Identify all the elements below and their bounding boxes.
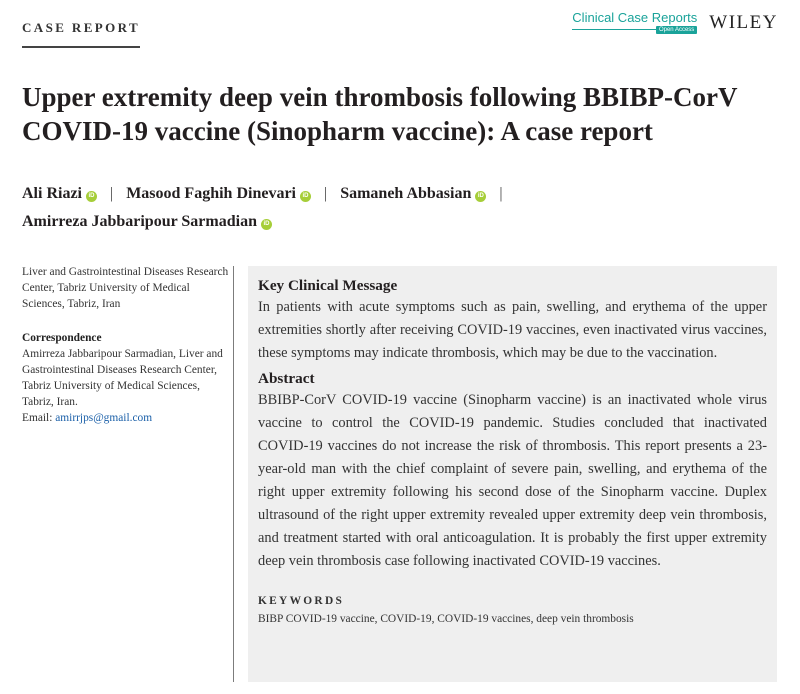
email-label: Email:: [22, 412, 53, 424]
author: [126, 185, 311, 202]
orcid-icon[interactable]: iD: [86, 191, 97, 202]
author: [22, 185, 97, 202]
correspondence-heading: Correspondence: [22, 332, 102, 344]
email-line: [22, 410, 230, 426]
correspondence-text: Amirreza Jabbaripour Sarmadian, Liver and Gastrointestinal Diseases Research Center, Tabriz University of Medical Sciences, Tabriz, Iran.: [22, 348, 223, 408]
author: [22, 213, 272, 230]
article-sidebar: [22, 264, 230, 426]
column-divider: [233, 266, 234, 682]
keywords-heading: KEYWORDS: [258, 595, 345, 607]
journal-underline: [572, 29, 659, 30]
journal-name: Clinical Case Reports: [572, 10, 698, 25]
key-message-text: In patients with acute symptoms such as pain, swelling, and erythema of the upper extremities shortly after receiving COVID-19 vaccines, even inactivated virus vaccines, these symptoms may indicate thrombosis, which may be due to the vaccination.: [258, 299, 767, 361]
email-link[interactable]: amirrjps@gmail.com: [55, 412, 153, 424]
abstract-box: [248, 266, 777, 682]
author-name[interactable]: Amirreza Jabbaripour Sarmadian: [22, 213, 257, 230]
journal-branding: [572, 8, 778, 34]
keywords-text: BIBP COVID-19 vaccine, COVID-19, COVID-19 vaccines, deep vein thrombosis: [258, 613, 634, 625]
key-message-heading: Key Clinical Message: [258, 277, 398, 294]
section-label: CASE REPORT: [22, 20, 140, 48]
author-name[interactable]: Masood Faghih Dinevari: [126, 185, 296, 202]
affiliation: Liver and Gastrointestinal Diseases Research Center, Tabriz University of Medical Sciences, Tabriz, Iran: [22, 266, 229, 310]
author-name[interactable]: Samaneh Abbasian: [340, 185, 472, 202]
article-title: Upper extremity deep vein thrombosis following BBIBP-CorV COVID-19 vaccine (Sinopharm vaccine): A case report: [22, 82, 737, 146]
orcid-icon[interactable]: iD: [475, 191, 486, 202]
author-separator: |: [110, 185, 114, 202]
abstract-text: BBIBP-CorV COVID-19 vaccine (Sinopharm vaccine) is an inactivated whole virus vaccine to control the COVID-19 pandemic. Studies concluded that inactivated COVID-19 vaccines do not increase the risk of thrombosis. This report presents a 23-year-old man with the chief complaint of severe pain, swelling, and erythema of the right upper extremity following his second dose of the Sinopharm vaccine. Duplex ultrasound of the right upper extremity revealed upper extremity deep vein thrombosis, and treatment started with oral anticoagulation. It is probably the first upper extremity deep vein thrombosis case following inactivated COVID-19 vaccines.: [258, 392, 767, 569]
orcid-icon[interactable]: iD: [300, 191, 311, 202]
orcid-icon[interactable]: iD: [261, 219, 272, 230]
author-list: [22, 180, 762, 236]
journal-logo[interactable]: [572, 10, 697, 34]
author-name[interactable]: Ali Riazi: [22, 185, 82, 202]
open-access-badge: Open Access: [656, 26, 697, 34]
publisher-logo[interactable]: WILEY: [709, 12, 778, 33]
author: [340, 185, 486, 202]
abstract-heading: Abstract: [258, 370, 315, 387]
author-separator: |: [499, 185, 503, 202]
author-separator: |: [324, 185, 328, 202]
